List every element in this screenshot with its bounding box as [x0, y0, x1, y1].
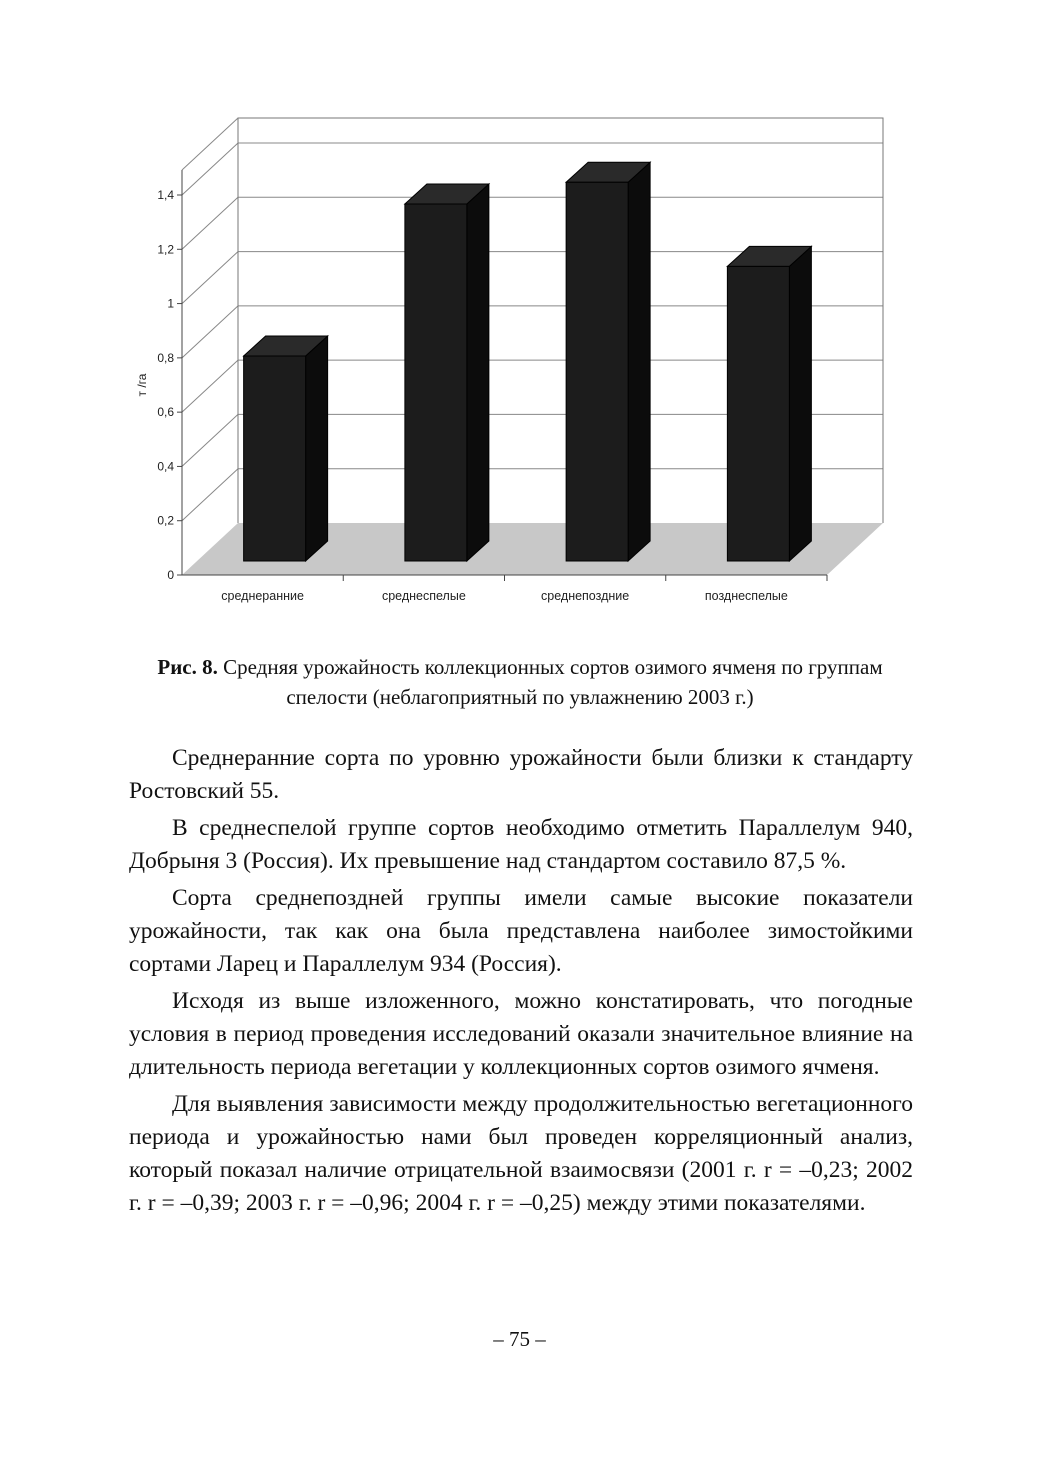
bar-front — [566, 182, 628, 561]
y-tick-label: 1,4 — [157, 188, 174, 202]
page-number: – 75 – — [493, 1327, 546, 1351]
bar — [244, 336, 328, 561]
gridline — [182, 197, 883, 249]
bar-front — [727, 266, 789, 561]
paragraph: Исходя из выше изложенного, можно констатировать, что погодные условия в период проведения исследований оказали значительное влияние на длительность периода вегетации у коллекционных сортов озимого ячменя. — [129, 988, 913, 1080]
paragraph: Для выявления зависимости между продолжительностью вегетационного периода и урожайностью нами был проведен корреляционный анализ, который показал наличие отрицательной взаимосвязи (2001 г. r = –0,23; 2002 г. r = –0,39; 2003 г. r = –0,96; 2004 г. r = –0,25) между этими показателями. — [129, 1091, 913, 1216]
y-tick-label: 0,2 — [157, 513, 174, 528]
bar-front — [244, 356, 306, 561]
x-tick-labels — [221, 589, 788, 603]
body-text — [129, 742, 913, 1224]
chart-side-wall-edge — [182, 118, 238, 170]
chart-bars — [244, 162, 812, 561]
y-tick-labels — [157, 188, 174, 582]
bar-side — [628, 162, 650, 561]
y-tick-label: 1,2 — [157, 242, 174, 257]
y-axis-label: т /га — [135, 373, 149, 397]
y-tick-label: 0,4 — [157, 459, 174, 474]
x-tick-label: среднеспелые — [381, 589, 466, 603]
y-tick-label: 0 — [167, 568, 174, 582]
figure-caption — [120, 652, 920, 712]
bar-side — [467, 184, 489, 561]
bar-side — [306, 336, 328, 561]
figure-label: Рис. 8. — [157, 655, 218, 679]
paragraph: Среднеранние сорта по уровню урожайности были близки к стандарту Ростовский 55. — [129, 745, 913, 804]
bar — [727, 246, 811, 561]
y-tick-label: 0,6 — [157, 405, 174, 420]
x-tick-label: среднепоздние — [541, 589, 630, 603]
paragraph: Сорта среднепоздней группы имели самые высокие показатели урожайности, так как она была представлена наиболее зимостойкими сортами Ларец и Параллелум 934 (Россия). — [129, 885, 913, 977]
gridline — [182, 143, 883, 195]
x-tick-label: позднеспелые — [704, 589, 788, 603]
bar-chart — [0, 0, 1039, 640]
y-tick-label: 0,8 — [157, 350, 174, 365]
bar-front — [405, 204, 467, 561]
bar-side — [789, 246, 811, 561]
paragraph: В среднеспелой группе сортов необходимо отметить Параллелум 940, Добрыня 3 (Россия). Их превышение над стандартом составило 87,5 %. — [129, 815, 913, 874]
y-tick-label: 1 — [167, 296, 174, 311]
x-tick-label: среднеранние — [221, 589, 304, 603]
bar — [405, 184, 489, 561]
bar — [566, 162, 650, 561]
figure-caption-text: Средняя урожайность коллекционных сортов озимого ячменя по группам спелости (неблагоприятный по увлажнению 2003 г.) — [223, 655, 883, 709]
